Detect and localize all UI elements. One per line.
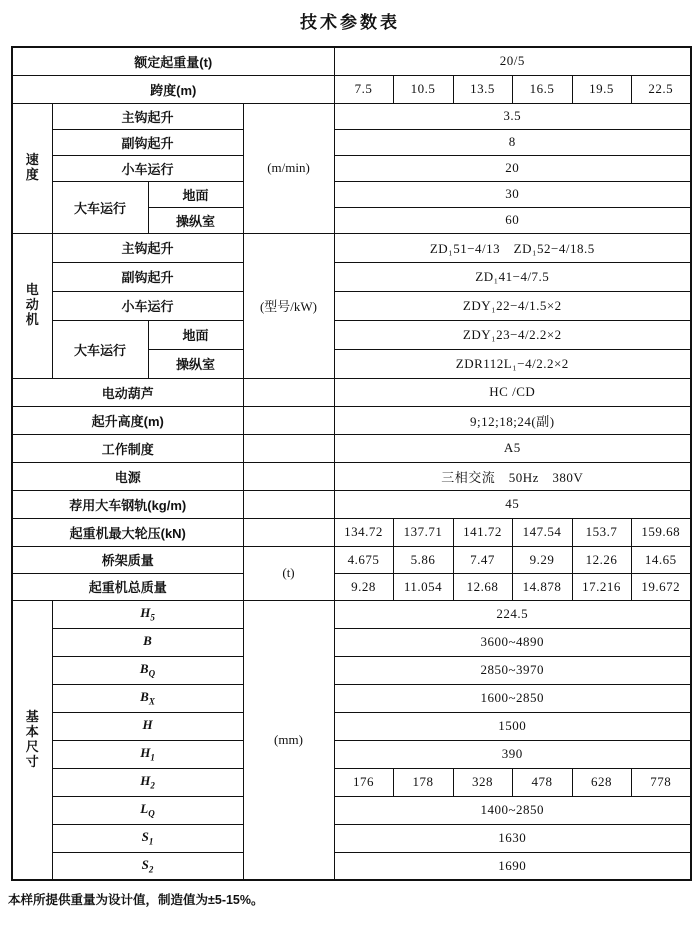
row-value: 224.5 [334,600,691,628]
table-row [12,740,691,768]
row-value: 8 [334,129,691,155]
value-cell: 19.5 [572,75,631,103]
row-value: 1690 [334,852,691,880]
row-label: 桥架质量 [12,546,243,573]
row-value: 3600~4890 [334,628,691,656]
table-row [12,712,691,740]
row-label: 电源 [12,462,243,490]
table-row [12,684,691,712]
value-cell: 19.672 [631,573,691,600]
value-cell: 22.5 [631,75,691,103]
dim-symbol: $B_Q$ [52,656,243,684]
row-value: 45 [334,490,691,518]
row-value: 1400~2850 [334,796,691,824]
value-cell: 14.878 [512,573,572,600]
row-label: 小车运行 [52,291,243,320]
row-value: 1600~2850 [334,684,691,712]
row-sublabel: 操纵室 [148,349,243,378]
value-cell: 5.86 [393,546,453,573]
row-value: 三相交流 50Hz 380V [334,462,691,490]
table-row [12,75,691,103]
unit-cell-empty [243,378,334,406]
table-row [12,573,691,600]
value-cell: 134.72 [334,518,393,546]
dim-symbol: $S_1$ [52,824,243,852]
unit-cell-empty [243,406,334,434]
value-cell: 178 [393,768,453,796]
unit-cell-empty [243,518,334,546]
unit-cell-empty [243,462,334,490]
row-value: HC /CD [334,378,691,406]
unit-cell: (t) [243,546,334,600]
unit-cell-empty [243,490,334,518]
table-row [12,434,691,462]
value-cell: 153.7 [572,518,631,546]
row-value: 1630 [334,824,691,852]
row-label: 起重机最大轮压(kN) [12,518,243,546]
value-cell: 137.71 [393,518,453,546]
section-header-motor: 电动机 [12,233,52,378]
value-cell: 9.29 [512,546,572,573]
row-value: ZDR112L₁−4/2.2×2 [334,349,691,378]
value-cell: 147.54 [512,518,572,546]
value-cell: 628 [572,768,631,796]
value-cell: 141.72 [453,518,512,546]
row-label: 额定起重量(t) [12,47,334,75]
value-cell: 7.47 [453,546,512,573]
row-label: 小车运行 [52,155,243,181]
page-title: 技术参数表 [300,13,400,32]
value-cell: 778 [631,768,691,796]
unit-cell: (mm) [243,600,334,880]
table-row [12,490,691,518]
row-value: 30 [334,181,691,207]
dim-symbol: $S_2$ [52,852,243,880]
row-value: ZD₁41−4/7.5 [334,262,691,291]
table-row [12,47,691,75]
value-cell: 10.5 [393,75,453,103]
row-label: 电动葫芦 [12,378,243,406]
row-sublabel: 操纵室 [148,207,243,233]
row-value: 390 [334,740,691,768]
value-cell: 13.5 [453,75,512,103]
table-row [12,768,691,796]
row-label: 跨度(m) [12,75,334,103]
row-sublabel: 地面 [148,320,243,349]
footnote: 本样所提供重量为设计值，制造值为±5-15%。 [8,893,264,907]
row-value: 20 [334,155,691,181]
value-cell: 7.5 [334,75,393,103]
row-label: 副钩起升 [52,262,243,291]
row-sublabel: 地面 [148,181,243,207]
technical-parameters-table [11,46,692,881]
dim-symbol: $L_Q$ [52,796,243,824]
value-cell: 4.675 [334,546,393,573]
row-value: 2850~3970 [334,656,691,684]
dim-symbol: B [52,628,243,656]
value-cell: 328 [453,768,512,796]
dim-symbol: $H_2$ [52,768,243,796]
value-cell: 16.5 [512,75,572,103]
row-label: 起重机总质量 [12,573,243,600]
table-row [12,796,691,824]
row-value: ZDY₁22−4/1.5×2 [334,291,691,320]
section-header-speed: 速度 [12,103,52,233]
row-label: 大车运行 [52,181,148,233]
table-row [12,628,691,656]
row-value: A5 [334,434,691,462]
row-label: 副钩起升 [52,129,243,155]
value-cell: 14.65 [631,546,691,573]
dim-symbol: $H_5$ [52,600,243,628]
unit-cell: (型号/kW) [243,233,334,378]
row-label: 主钩起升 [52,233,243,262]
value-cell: 176 [334,768,393,796]
row-value: 9;12;18;24(副) [334,406,691,434]
row-value: ZD₁51−4/13 ZD₁52−4/18.5 [334,233,691,262]
row-value: 1500 [334,712,691,740]
row-label: 起升高度(m) [12,406,243,434]
table-row [12,852,691,880]
value-cell: 159.68 [631,518,691,546]
table-row [12,181,691,207]
value-cell: 11.054 [393,573,453,600]
table-row [12,129,691,155]
table-row [12,600,691,628]
row-label: 工作制度 [12,434,243,462]
dim-symbol: $B_X$ [52,684,243,712]
value-cell: 478 [512,768,572,796]
table-row [12,320,691,349]
table-row [12,656,691,684]
dim-symbol: $H_1$ [52,740,243,768]
table-row [12,262,691,291]
row-value: 3.5 [334,103,691,129]
unit-cell: (m/min) [243,103,334,233]
row-value: ZDY₁23−4/2.2×2 [334,320,691,349]
table-row [12,406,691,434]
section-header-dimensions: 基本尺寸 [12,600,52,880]
row-label: 大车运行 [52,320,148,378]
row-value: 20/5 [334,47,691,75]
row-label: 荐用大车钢轨(kg/m) [12,490,243,518]
table-row [12,291,691,320]
value-cell: 12.68 [453,573,512,600]
table-row [12,155,691,181]
dim-symbol: H [52,712,243,740]
table-row [12,378,691,406]
table-row [12,824,691,852]
table-row [12,103,691,129]
table-row [12,518,691,546]
table-row [12,462,691,490]
table-row [12,233,691,262]
value-cell: 17.216 [572,573,631,600]
value-cell: 12.26 [572,546,631,573]
value-cell: 9.28 [334,573,393,600]
row-value: 60 [334,207,691,233]
unit-cell-empty [243,434,334,462]
row-label: 主钩起升 [52,103,243,129]
table-row [12,546,691,573]
